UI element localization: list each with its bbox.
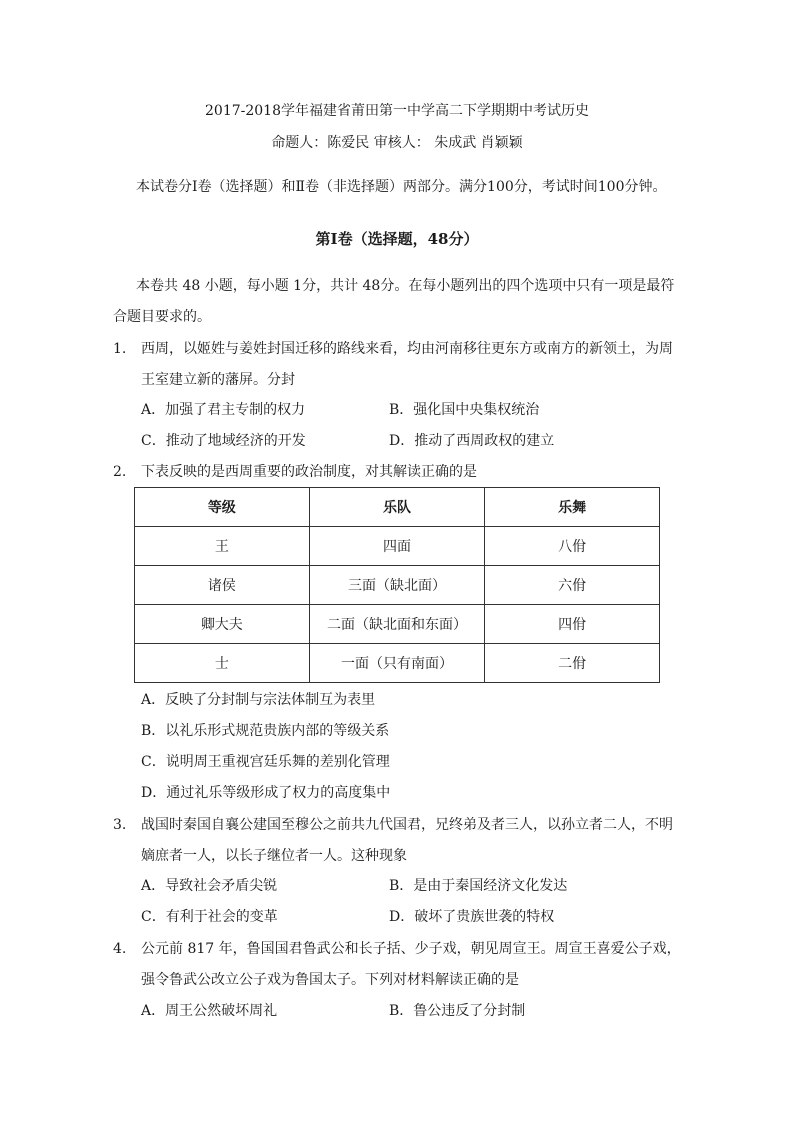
option-a: A．反映了分封制与宗法体制互为表里 [141,692,376,708]
table-row [135,527,660,566]
exam-intro: 本试卷分Ⅰ卷（选择题）和Ⅱ卷（非选择题）两部分。满分100分，考试时间100分钟。 [136,179,667,195]
table-cell: 四佾 [485,605,660,644]
ritual-table [134,487,660,683]
option-d: D．推动了西周政权的建立 [389,433,555,449]
table-header: 等级 [135,488,310,527]
table-header: 乐舞 [485,488,660,527]
option-a: A．加强了君主专制的权力 [141,402,306,418]
option-b: B．强化国中央集权统治 [389,402,540,418]
table-cell: 八佾 [485,527,660,566]
option-b: B．是由于秦国经济文化发达 [389,878,568,894]
question-stem-cont: 王室建立新的藩屏。分封 [141,372,295,388]
table-header-row [135,488,660,527]
table-cell: 二面（缺北面和东面） [309,605,485,644]
option-c: C．有利于社会的变革 [141,909,278,925]
table-cell: 一面（只有南面） [309,644,485,683]
table-cell: 三面（缺北面） [309,566,485,605]
table-cell: 二佾 [485,644,660,683]
section-instruction-cont: 合题目要求的。 [113,309,211,325]
option-c: C．说明周王重视宫廷乐舞的差别化管理 [141,754,390,770]
question-stem: 战国时秦国自襄公建国至穆公之前共九代国君，兄终弟及者三人，以孙立者二人，不明 [141,817,673,833]
table-row [135,644,660,683]
question-stem-cont: 强令鲁武公改立公子戏为鲁国太子。下列对材料解读正确的是 [141,972,519,988]
table-cell: 卿大夫 [135,605,310,644]
question-number: 1. [113,341,127,357]
section-heading: 第Ⅰ卷（选择题，48分） [315,230,479,248]
option-b: B．以礼乐形式规范贵族内部的等级关系 [141,723,390,739]
question-stem: 公元前 817 年，鲁国国君鲁武公和长子括、少子戏，朝见周宣王。周宣王喜爱公子戏， [141,941,681,957]
table-cell: 王 [135,527,310,566]
question-number: 4. [113,941,127,957]
table-cell: 六佾 [485,566,660,605]
table-row [135,605,660,644]
question-number: 2. [113,464,127,480]
table-row [135,566,660,605]
option-b: B．鲁公违反了分封制 [389,1003,526,1019]
exam-title: 2017-2018学年福建省莆田第一中学高二下学期期中考试历史 [205,103,589,119]
question-stem: 西周，以姬姓与姜姓封国迁移的路线来看，均由河南移往更东方或南方的新领土，为周 [141,341,673,357]
option-d: D．破坏了贵族世袭的特权 [389,909,555,925]
option-a: A．导致社会矛盾尖锐 [141,878,278,894]
question-stem-cont: 嫡庶者一人，以长子继位者一人。这种现象 [141,848,407,864]
option-a: A．周王公然破坏周礼 [141,1003,278,1019]
exam-authors: 命题人：陈爱民 审核人： 朱成武 肖颖颖 [271,135,523,151]
question-number: 3. [113,817,127,833]
option-d: D．通过礼乐等级形成了权力的高度集中 [141,785,391,801]
option-c: C．推动了地域经济的开发 [141,433,306,449]
table-cell: 四面 [309,527,485,566]
section-instruction: 本卷共 48 小题，每小题 1分，共计 48分。在每小题列出的四个选项中只有一项是最符 [136,278,675,294]
question-stem: 下表反映的是西周重要的政治制度，对其解读正确的是 [141,464,477,480]
table-cell: 诸侯 [135,566,310,605]
table-cell: 士 [135,644,310,683]
table-header: 乐队 [309,488,485,527]
